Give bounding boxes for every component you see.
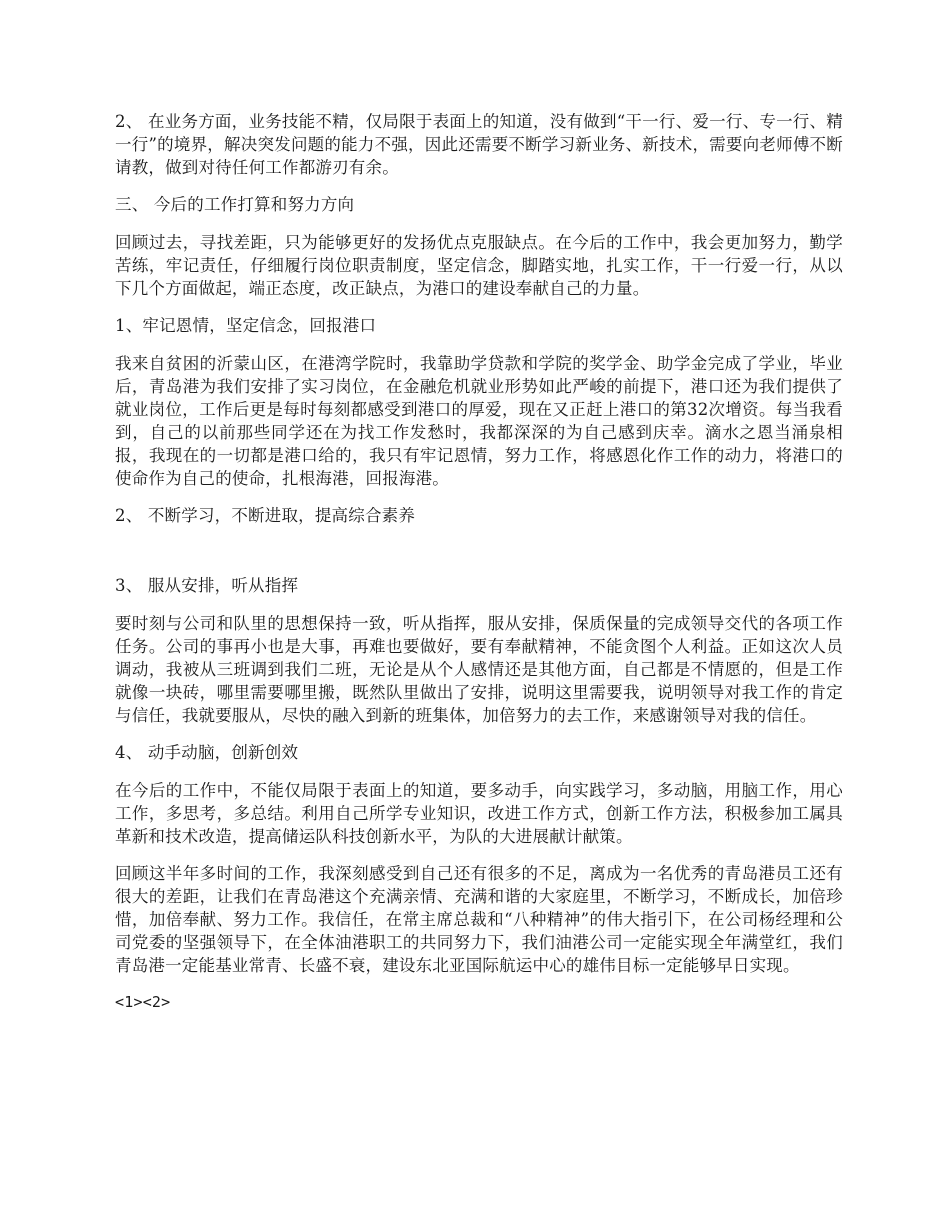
document-page xyxy=(115,110,843,1014)
page-navigation[interactable]: <1><2> xyxy=(115,993,171,1011)
paragraph-obey-arrangements: 要时刻与公司和队里的思想保持一致，听从指挥，服从安排，保质保量的完成领导交代的各项工作任务。公司的事再小也是大事，再难也要做好，要有奉献精神，不能贪图个人利益。正如这次人员调动，我被从三班调到我们二班，无论是从个人感情还是其他方面，自己都是不情愿的，但是工作就像一块砖，哪里需要哪里搬，既然队里做出了安排，说明这里需要我，说明领导对我工作的肯定与信任，我就要服从，尽快的融入到新的班集体，加倍努力的去工作，来感谢领导对我的信任。 xyxy=(115,614,843,725)
subheading-continuous-learning: 2、 不断学习，不断进取，提高综合素养 xyxy=(115,506,416,525)
subheading-obey-arrangements: 3、 服从安排，听从指挥 xyxy=(115,576,299,595)
paragraph-innovation: 在今后的工作中，不能仅局限于表面上的知道，要多动手，向实践学习，多动脑，用脑工作，用心工作，多思考，多总结。利用自己所学专业知识，改进工作方式，创新工作方法，积极参加工属具革新和技术改造，提高储运队科技创新水平，为队的大进展献计献策。 xyxy=(115,781,843,846)
paragraph-review: 回顾过去，寻找差距，只为能够更好的发扬优点克服缺点。在今后的工作中，我会更加努力，勤学苦练，牢记责任，仔细履行岗位职责制度，坚定信念，脚踏实地，扎实工作，干一行爱一行，从以下几个方面做起，端正态度，改正缺点，为港口的建设奉献自己的力量。 xyxy=(115,233,843,298)
paragraph-conclusion: 回顾这半年多时间的工作，我深刻感受到自己还有很多的不足，离成为一名优秀的青岛港员工还有很大的差距，让我们在青岛港这个充满亲情、充满和谐的大家庭里，不断学习，不断成长，加倍珍惜，加倍奉献、努力工作。我信任，在常主席总裁和“八种精神”的伟大指引下，在公司杨经理和公司党委的坚强领导下，在全体油港职工的共同努力下，我们油港公司一定能实现全年满堂红，我们青岛港一定能基业常青、长盛不衰，建设东北亚国际航运中心的雄伟目标一定能够早日实现。 xyxy=(115,864,843,975)
subheading-innovation: 4、 动手动脑，创新创效 xyxy=(115,743,299,762)
paragraph-gratitude: 我来自贫困的沂蒙山区，在港湾学院时，我靠助学贷款和学院的奖学金、助学金完成了学业，毕业后，青岛港为我们安排了实习岗位，在金融危机就业形势如此严峻的前提下，港口还为我们提供了就业岗位，工作后更是每时每刻都感受到港口的厚爱，现在又正赶上港口的第32次增资。每当我看到，自己的以前那些同学还在为找工作发愁时，我都深深的为自己感到庆幸。滴水之恩当涌泉相报，我现在的一切都是港口给的，我只有牢记恩情，努力工作，将感恩化作工作的动力，将港口的使命作为自己的使命，扎根海港，回报海港。 xyxy=(115,354,843,488)
blank-gap xyxy=(115,542,843,574)
paragraph-business-skills: 2、 在业务方面，业务技能不精，仅局限于表面上的知道，没有做到“干一行、爱一行、专一行、精一行”的境界，解决突发问题的能力不强，因此还需要不断学习新业务、新技术，需要向老师傅不断请教，做到对待任何工作都游刃有余。 xyxy=(115,112,843,177)
section-heading-future-plans: 三、 今后的工作打算和努力方向 xyxy=(115,195,355,214)
subheading-gratitude: 1、牢记恩情，坚定信念，回报港口 xyxy=(115,316,377,335)
